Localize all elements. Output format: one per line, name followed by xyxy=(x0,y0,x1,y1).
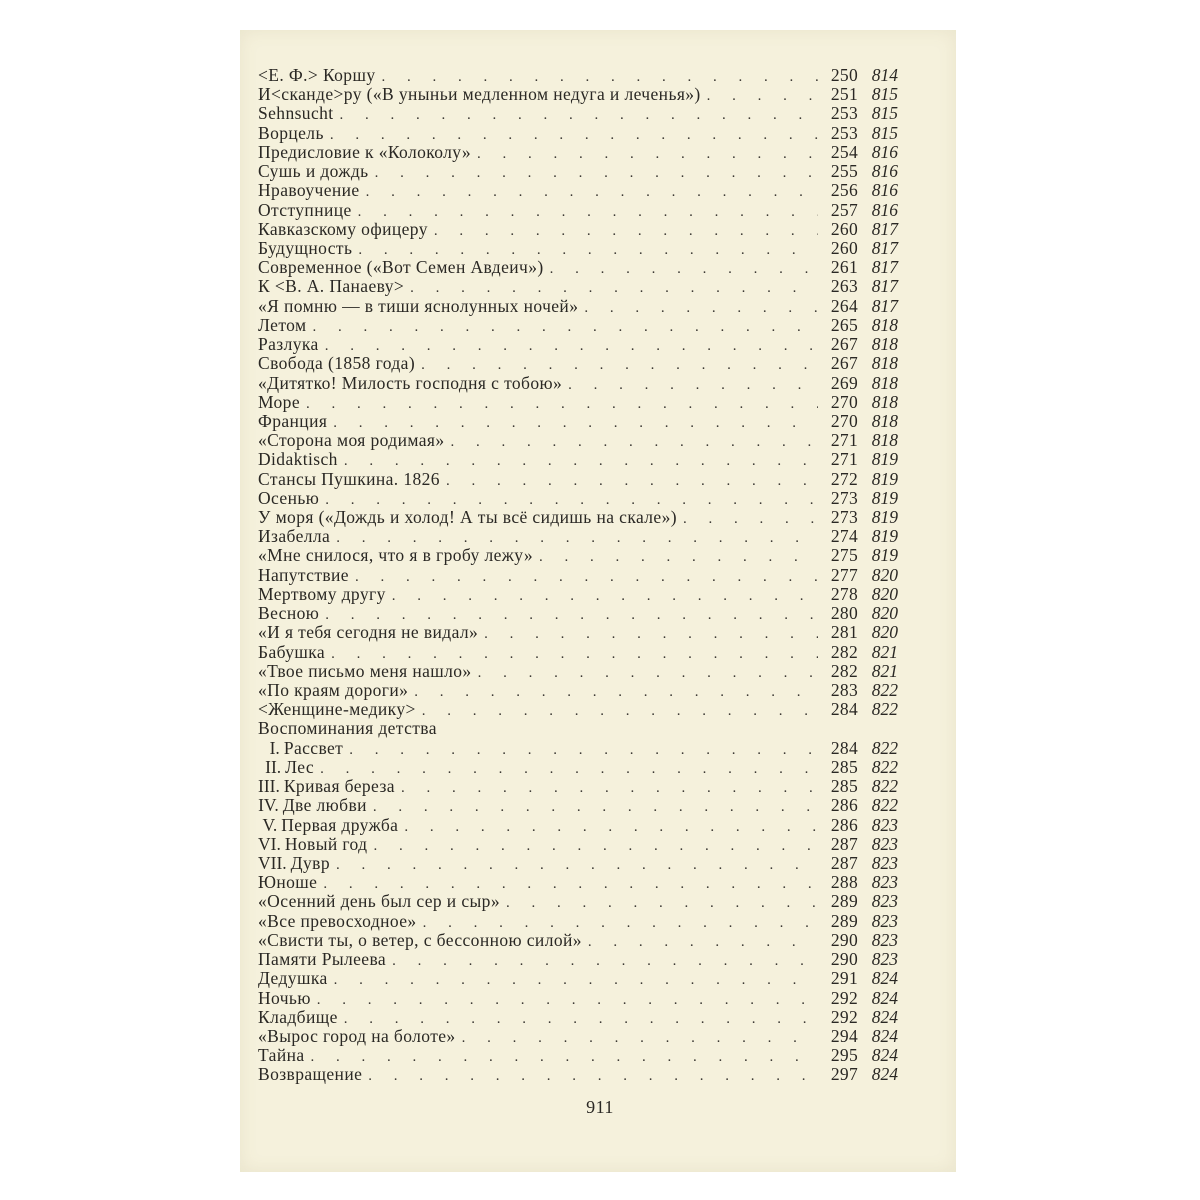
toc-dot-leader xyxy=(446,472,818,491)
toc-title: Didaktisch xyxy=(258,449,338,470)
toc-title: Дувр xyxy=(290,852,330,873)
toc-dot-leader xyxy=(317,991,818,1010)
toc-title: И<сканде>ру («В уныньи медленном недуга и леченья») xyxy=(258,84,701,105)
toc-dot-leader xyxy=(373,798,818,817)
toc-page-number: 254 xyxy=(830,141,858,162)
toc-entry xyxy=(258,989,898,1008)
toc-notes-page-number: 823 xyxy=(871,910,898,931)
toc-entry xyxy=(258,374,898,393)
toc-title: «Осенний день был сер и сыр» xyxy=(258,891,500,912)
toc-notes-page-number: 817 xyxy=(871,218,898,239)
toc-entry xyxy=(258,335,898,354)
toc-subentry xyxy=(258,854,898,873)
toc-entry xyxy=(258,431,898,450)
toc-notes-page-number: 820 xyxy=(871,583,898,604)
toc-page-number: 284 xyxy=(830,737,858,758)
toc-notes-page-number: 816 xyxy=(871,180,898,201)
toc-entry xyxy=(258,508,898,527)
toc-title: Мертвому другу xyxy=(258,583,386,604)
toc-page-number: 290 xyxy=(830,929,858,950)
toc-entry xyxy=(258,316,898,335)
toc-dot-leader xyxy=(334,971,818,990)
toc-entry xyxy=(258,527,898,546)
toc-page-number: 287 xyxy=(830,833,858,854)
toc-entry xyxy=(258,969,898,988)
toc-section-heading xyxy=(258,719,898,738)
toc-notes-page-number: 819 xyxy=(871,545,898,566)
toc-title: Отступнице xyxy=(258,199,352,220)
toc-page-number: 273 xyxy=(830,507,858,528)
toc-page-number: 283 xyxy=(830,680,858,700)
toc-roman-numeral: VI. xyxy=(258,833,281,854)
toc-title: Нравоучение xyxy=(258,180,360,201)
toc-dot-leader xyxy=(478,664,818,683)
toc-entry xyxy=(258,1046,898,1065)
toc-notes-page-number: 820 xyxy=(871,603,898,624)
toc-notes-page-number: 824 xyxy=(871,1025,898,1046)
toc-entry xyxy=(258,566,898,585)
toc-notes-page-number: 815 xyxy=(871,122,898,143)
toc-notes-page-number: 824 xyxy=(871,1006,898,1027)
toc-dot-leader xyxy=(375,164,818,183)
toc-title: Напутствие xyxy=(258,564,349,585)
toc-title: Ночью xyxy=(258,987,311,1008)
toc-roman-numeral: I. xyxy=(269,737,280,758)
toc-dot-leader xyxy=(588,933,818,952)
toc-title: Стансы Пушкина. 1826 xyxy=(258,468,440,489)
toc-entry xyxy=(258,700,898,719)
toc-entry xyxy=(258,181,898,200)
toc-notes-page-number: 823 xyxy=(871,929,898,950)
toc-notes-page-number: 824 xyxy=(871,987,898,1008)
toc-title: Разлука xyxy=(258,334,319,355)
toc-page-number: 285 xyxy=(830,756,858,777)
toc-page-number: 256 xyxy=(830,180,858,201)
toc-entry xyxy=(258,354,898,373)
toc-notes-page-number: 822 xyxy=(871,795,898,816)
toc-title: Рассвет xyxy=(283,737,344,758)
toc-notes-page-number: 822 xyxy=(871,776,898,797)
toc-entry xyxy=(258,892,898,911)
toc-entry xyxy=(258,681,898,700)
toc-entry xyxy=(258,201,898,220)
toc-notes-page-number: 818 xyxy=(871,334,898,355)
toc-notes-page-number: 823 xyxy=(871,852,898,873)
toc-title: Юноше xyxy=(258,872,318,893)
toc-notes-page-number: 818 xyxy=(871,391,898,412)
toc-dot-leader xyxy=(366,183,818,202)
toc-notes-page-number: 819 xyxy=(871,468,898,489)
toc-notes-page-number: 821 xyxy=(871,641,898,662)
toc-dot-leader xyxy=(477,145,818,164)
toc-dot-leader xyxy=(484,625,818,644)
toc-dot-leader xyxy=(401,779,818,798)
toc-title: Весною xyxy=(258,603,320,624)
toc-title: Осенью xyxy=(258,487,320,508)
toc-page-number: 292 xyxy=(830,987,858,1008)
toc-title: Лес xyxy=(285,756,315,777)
toc-notes-page-number: 823 xyxy=(871,872,898,893)
toc-dot-leader xyxy=(434,222,818,241)
toc-title: Франция xyxy=(258,410,328,431)
toc-page-number: 290 xyxy=(830,949,858,970)
toc-page-number: 282 xyxy=(830,641,858,662)
toc-notes-page-number: 823 xyxy=(871,891,898,912)
toc-page-number: 269 xyxy=(830,372,858,393)
toc-notes-page-number: 815 xyxy=(871,84,898,105)
toc-notes-page-number: 819 xyxy=(871,487,898,508)
toc-notes-page-number: 819 xyxy=(871,526,898,547)
toc-dot-leader xyxy=(539,548,818,567)
toc-title: «Вырос город на болоте» xyxy=(258,1025,456,1046)
toc-entry xyxy=(258,873,898,892)
toc-page-number: 278 xyxy=(830,583,858,604)
toc-title: Предисловие к «Колоколу» xyxy=(258,141,472,162)
toc-roman-numeral: II. xyxy=(265,756,282,777)
toc-title: Sehnsucht xyxy=(258,103,334,124)
toc-notes-page-number: 816 xyxy=(871,161,898,182)
toc-subentry xyxy=(258,796,898,815)
toc-entry xyxy=(258,489,898,508)
toc-page-number: 261 xyxy=(830,257,858,278)
toc-title: У моря («Дождь и холод! А ты всё сидишь на скале») xyxy=(258,507,677,528)
toc-title: Кривая береза xyxy=(283,776,395,797)
toc-page-number: 288 xyxy=(830,872,858,893)
toc-dot-leader xyxy=(450,433,818,452)
toc-title: Море xyxy=(258,391,300,412)
toc-page-number: 275 xyxy=(830,545,858,566)
toc-title: «Сторона моя родимая» xyxy=(258,430,445,451)
toc-notes-page-number: 824 xyxy=(871,1045,898,1066)
toc-dot-leader xyxy=(584,299,818,318)
toc-notes-page-number: 818 xyxy=(871,372,898,393)
toc-roman-numeral: III. xyxy=(258,776,280,797)
toc-subentry xyxy=(258,816,898,835)
toc-dot-leader xyxy=(349,741,818,760)
toc-page-number: 277 xyxy=(830,564,858,585)
toc-entry xyxy=(258,1027,898,1046)
toc-entry xyxy=(258,1008,898,1027)
toc-title: Тайна xyxy=(258,1045,305,1066)
toc-notes-page-number: 820 xyxy=(871,622,898,643)
toc-entry xyxy=(258,912,898,931)
toc-entry xyxy=(258,412,898,431)
toc-notes-page-number: 817 xyxy=(871,257,898,278)
toc-title: Ворцель xyxy=(258,122,324,143)
toc-page-number: 273 xyxy=(830,487,858,508)
toc-subentry xyxy=(258,835,898,854)
toc-notes-page-number: 814 xyxy=(871,65,898,85)
toc-entry xyxy=(258,297,898,316)
toc-notes-page-number: 818 xyxy=(871,353,898,374)
toc-entry xyxy=(258,393,898,412)
toc-page-number: 285 xyxy=(830,776,858,797)
toc-dot-leader xyxy=(373,837,818,856)
toc-title: «Твое письмо меня нашло» xyxy=(258,660,472,681)
page-number: 911 xyxy=(586,1097,614,1117)
toc-notes-page-number: 822 xyxy=(871,699,898,720)
toc-entry xyxy=(258,1065,898,1084)
toc-notes-page-number: 821 xyxy=(871,660,898,681)
toc-dot-leader xyxy=(312,318,818,337)
toc-entry xyxy=(258,277,898,296)
toc-entry xyxy=(258,950,898,969)
toc-subentry xyxy=(258,739,898,758)
toc-entry xyxy=(258,162,898,181)
toc-title: Бабушка xyxy=(258,641,326,662)
toc-page-number: 286 xyxy=(830,814,858,835)
toc-subentry xyxy=(258,758,898,777)
toc-notes-page-number: 815 xyxy=(871,103,898,124)
toc-page-number: 253 xyxy=(830,103,858,124)
toc-notes-page-number: 818 xyxy=(871,430,898,451)
toc-entry xyxy=(258,124,898,143)
toc-dot-leader xyxy=(355,568,818,587)
toc-notes-page-number: 816 xyxy=(871,199,898,220)
toc-dot-leader xyxy=(422,702,818,721)
toc-title: «Все превосходное» xyxy=(258,910,417,931)
toc-title: Изабелла xyxy=(258,526,331,547)
toc-page-number: 257 xyxy=(830,199,858,220)
table-of-contents xyxy=(258,66,898,1085)
toc-title: «По краям дороги» xyxy=(258,680,409,700)
toc-page-number: 297 xyxy=(830,1064,858,1085)
toc-title: «Свисти ты, о ветер, с бессонною силой» xyxy=(258,929,582,950)
toc-page-number: 274 xyxy=(830,526,858,547)
toc-roman-numeral: IV. xyxy=(258,795,279,816)
toc-notes-page-number: 818 xyxy=(871,314,898,335)
toc-dot-leader xyxy=(683,510,818,529)
toc-page-number: 280 xyxy=(830,603,858,624)
toc-page-number: 267 xyxy=(830,353,858,374)
toc-dot-leader xyxy=(392,952,818,971)
toc-title: «Дитятко! Милость господня с тобою» xyxy=(258,372,563,393)
toc-page-number: 255 xyxy=(830,161,858,182)
toc-title: Две любви xyxy=(282,795,367,816)
toc-dot-leader xyxy=(506,894,818,913)
toc-title: Кладбище xyxy=(258,1006,338,1027)
toc-page-number: 284 xyxy=(830,699,858,720)
toc-dot-leader xyxy=(340,106,818,125)
toc-page-number: 270 xyxy=(830,410,858,431)
toc-notes-page-number: 817 xyxy=(871,237,898,258)
toc-title: <Женщине-медику> xyxy=(258,699,416,720)
toc-title: К <В. А. Панаеву> xyxy=(258,276,405,297)
toc-page-number: 294 xyxy=(830,1025,858,1046)
toc-page-number: 260 xyxy=(830,237,858,258)
toc-title: Первая дружба xyxy=(281,814,399,835)
toc-page-number: 282 xyxy=(830,660,858,681)
toc-title: Памяти Рылеева xyxy=(258,949,387,970)
toc-page-number: 270 xyxy=(830,391,858,412)
toc-entry xyxy=(258,470,898,489)
toc-dot-leader xyxy=(368,1067,818,1086)
toc-title: Будущность xyxy=(258,237,353,258)
toc-notes-page-number: 816 xyxy=(871,141,898,162)
toc-dot-leader xyxy=(462,1029,818,1048)
toc-page-number: 289 xyxy=(830,910,858,931)
toc-entry xyxy=(258,585,898,604)
toc-notes-page-number: 824 xyxy=(871,1064,898,1085)
toc-page-number: 295 xyxy=(830,1045,858,1066)
toc-entry xyxy=(258,604,898,623)
toc-page-number: 265 xyxy=(830,314,858,335)
toc-page-number: 260 xyxy=(830,218,858,239)
toc-notes-page-number: 822 xyxy=(871,737,898,758)
toc-entry xyxy=(258,546,898,565)
toc-notes-page-number: 819 xyxy=(871,449,898,470)
toc-page-number: 291 xyxy=(830,968,858,989)
toc-notes-page-number: 818 xyxy=(871,410,898,431)
toc-entry xyxy=(258,85,898,104)
toc-title: Возвращение xyxy=(258,1064,363,1085)
toc-title: «Мне снилося, что я в гробу лежу» xyxy=(258,545,533,566)
toc-subentry xyxy=(258,777,898,796)
toc-page-number: 287 xyxy=(830,852,858,873)
toc-title: «Я помню — в тиши яснолунных ночей» xyxy=(258,295,579,316)
toc-notes-page-number: 822 xyxy=(871,756,898,777)
toc-roman-numeral: V. xyxy=(262,814,278,835)
toc-notes-page-number: 817 xyxy=(871,276,898,297)
toc-dot-leader xyxy=(707,87,818,106)
toc-dot-leader xyxy=(336,856,818,875)
toc-notes-page-number: 817 xyxy=(871,295,898,316)
toc-entry xyxy=(258,258,898,277)
toc-dot-leader xyxy=(311,1048,818,1067)
toc-entry xyxy=(258,662,898,681)
toc-entry xyxy=(258,450,898,469)
toc-page-number: 289 xyxy=(830,891,858,912)
toc-title: «И я тебя сегодня не видал» xyxy=(258,622,479,643)
toc-entry xyxy=(258,643,898,662)
toc-title: Современное («Вот Семен Авдеич») xyxy=(258,257,544,278)
toc-page-number: 272 xyxy=(830,468,858,489)
toc-dot-leader xyxy=(306,395,818,414)
toc-entry xyxy=(258,220,898,239)
toc-title: Свобода (1858 года) xyxy=(258,353,416,374)
toc-page-number: 251 xyxy=(830,84,858,105)
toc-title: Новый год xyxy=(284,833,368,854)
toc-dot-leader xyxy=(392,587,818,606)
toc-page-number: 267 xyxy=(830,334,858,355)
toc-notes-page-number: 820 xyxy=(871,564,898,585)
toc-entry xyxy=(258,143,898,162)
toc-page-number: 286 xyxy=(830,795,858,816)
toc-page-number: 250 xyxy=(830,65,858,85)
toc-notes-page-number: 819 xyxy=(871,507,898,528)
toc-notes-page-number: 824 xyxy=(871,968,898,989)
toc-page-number: 263 xyxy=(830,276,858,297)
toc-entry xyxy=(258,623,898,642)
toc-title: Воспоминания детства xyxy=(258,718,437,739)
toc-dot-leader xyxy=(550,260,818,279)
toc-title: Летом xyxy=(258,314,307,335)
toc-page-number: 264 xyxy=(830,295,858,316)
toc-notes-page-number: 823 xyxy=(871,814,898,835)
toc-page-number: 271 xyxy=(830,449,858,470)
toc-notes-page-number: 823 xyxy=(871,949,898,970)
toc-page-number: 292 xyxy=(830,1006,858,1027)
toc-notes-page-number: 822 xyxy=(871,680,898,700)
toc-page-number: 281 xyxy=(830,622,858,643)
toc-dot-leader xyxy=(404,818,818,837)
toc-dot-leader xyxy=(568,376,818,395)
toc-entry xyxy=(258,66,898,85)
toc-entry xyxy=(258,931,898,950)
toc-page-number: 253 xyxy=(830,122,858,143)
toc-title: Кавказскому офицеру xyxy=(258,218,428,239)
toc-notes-page-number: 823 xyxy=(871,833,898,854)
toc-title: Дедушка xyxy=(258,968,328,989)
toc-roman-numeral: VII. xyxy=(258,852,287,873)
toc-dot-leader xyxy=(414,683,818,702)
toc-page-number: 271 xyxy=(830,430,858,451)
toc-entry xyxy=(258,104,898,123)
toc-title: Сушь и дождь xyxy=(258,161,369,182)
toc-entry xyxy=(258,239,898,258)
toc-title: <Е. Ф.> Коршу xyxy=(258,65,376,85)
